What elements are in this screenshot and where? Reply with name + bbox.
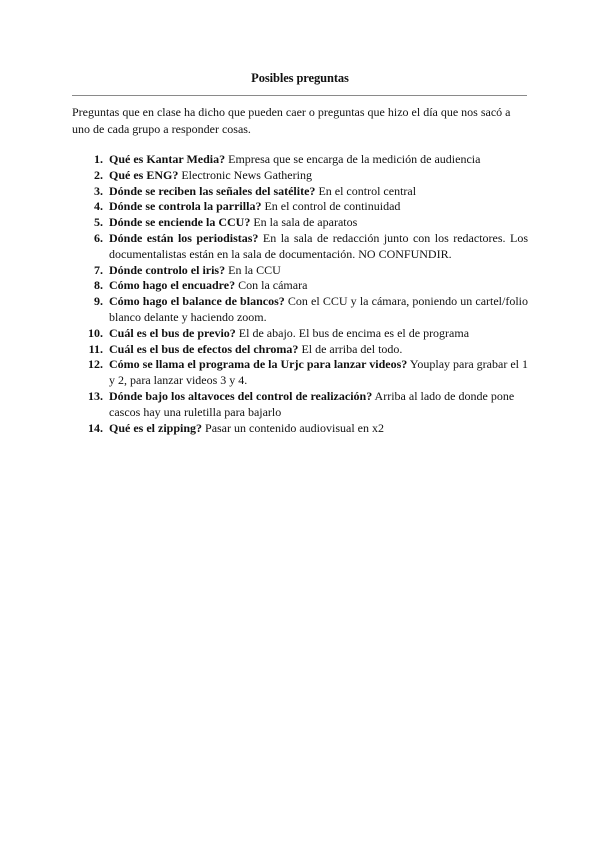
question-text: Qué es el zipping? (109, 420, 203, 435)
answer-text: Youplay para grabar el 1 y 2, para lanzar videos 3 y 4. (109, 357, 529, 388)
item-body (109, 199, 528, 215)
item-body (109, 294, 528, 326)
answer-text: En la sala de aparatos (253, 215, 358, 230)
question-text: Qué es ENG? (109, 167, 179, 182)
question-text: Qué es Kantar Media? (109, 152, 226, 166)
item-body (109, 215, 528, 231)
item-body (109, 326, 528, 342)
item-number: 2. (94, 167, 103, 182)
question-text: Dónde se reciben las señales del satélite? (109, 183, 316, 198)
answer-text: Electronic News Gathering (181, 167, 312, 182)
item-body (109, 152, 528, 168)
question-item-10 (72, 326, 528, 342)
question-text: Dónde bajo los altavoces del control de realización? (109, 388, 373, 403)
question-item-1 (72, 152, 528, 168)
answer-text: Empresa que se encarga de la medición de audiencia (228, 152, 481, 166)
title-divider (72, 95, 527, 96)
item-number: 14. (88, 420, 103, 435)
question-item-8 (72, 278, 528, 294)
item-number: 7. (94, 262, 103, 277)
document-title: Posibles preguntas (251, 71, 349, 85)
item-number: 9. (94, 294, 103, 309)
answer-text: El de arriba del todo. (301, 341, 403, 356)
item-number: 13. (88, 388, 103, 403)
question-item-13 (72, 389, 528, 421)
question-text: Dónde están los periodistas? (109, 230, 259, 245)
item-body (109, 168, 528, 184)
answer-text: El de abajo. El bus de encima es el de programa (238, 325, 470, 340)
item-number: 5. (94, 215, 103, 230)
item-body (109, 231, 528, 263)
item-number: 11. (88, 341, 103, 356)
question-item-14 (72, 421, 528, 437)
question-item-4 (72, 199, 528, 215)
question-text: Cuál es el bus de previo? (109, 325, 236, 340)
item-body (109, 263, 528, 279)
question-text: Cómo hago el balance de blancos? (109, 294, 285, 309)
question-text: Cómo hago el encuadre? (109, 278, 236, 293)
question-item-2 (72, 168, 528, 184)
question-item-12 (72, 357, 528, 389)
question-text: Dónde se enciende la CCU? (109, 215, 251, 230)
question-list (72, 152, 528, 436)
question-text: Cómo se llama el programa de la Urjc para lanzar videos? (109, 357, 408, 372)
answer-text: En el control de continuidad (264, 199, 401, 214)
item-body (109, 421, 528, 437)
item-body (109, 357, 528, 389)
question-text: Cuál es el bus de efectos del chroma? (109, 341, 299, 356)
answer-text: En la CCU (228, 262, 281, 277)
item-body (109, 389, 528, 421)
item-body (109, 342, 528, 358)
question-item-11 (72, 342, 528, 358)
question-item-5 (72, 215, 528, 231)
item-number: 4. (94, 199, 103, 214)
item-body (109, 184, 528, 200)
item-number: 10. (88, 325, 103, 340)
intro-paragraph: Preguntas que en clase ha dicho que pueden caer o preguntas que hizo el día que nos sacó a uno de cada grupo a responder cosas. (72, 105, 511, 136)
item-number: 12. (88, 357, 103, 372)
answer-text: Con la cámara (238, 278, 308, 293)
answer-text: En la sala de redacción junto con los redactores. Los documentalistas están en la sala de documentación. NO CONFUNDIR. (109, 230, 529, 261)
item-number: 1. (94, 152, 103, 166)
item-body (109, 278, 528, 294)
item-number: 6. (94, 230, 103, 245)
item-number: 8. (94, 278, 103, 293)
question-item-3 (72, 184, 528, 200)
item-number: 3. (94, 183, 103, 198)
answer-text: En el control central (318, 183, 417, 198)
answer-text: Pasar un contenido audiovisual en x2 (205, 420, 384, 435)
question-text: Dónde controlo el iris? (109, 262, 226, 277)
question-item-7 (72, 263, 528, 279)
answer-text: Con el CCU y la cámara, poniendo un cartel/folio blanco delante y haciendo zoom. (109, 294, 529, 324)
question-item-9 (72, 294, 528, 326)
question-item-6 (72, 231, 528, 263)
answer-text: Arriba al lado de donde pone cascos hay una ruletilla para bajarlo (109, 388, 515, 419)
question-text: Dónde se controla la parrilla? (109, 199, 262, 214)
